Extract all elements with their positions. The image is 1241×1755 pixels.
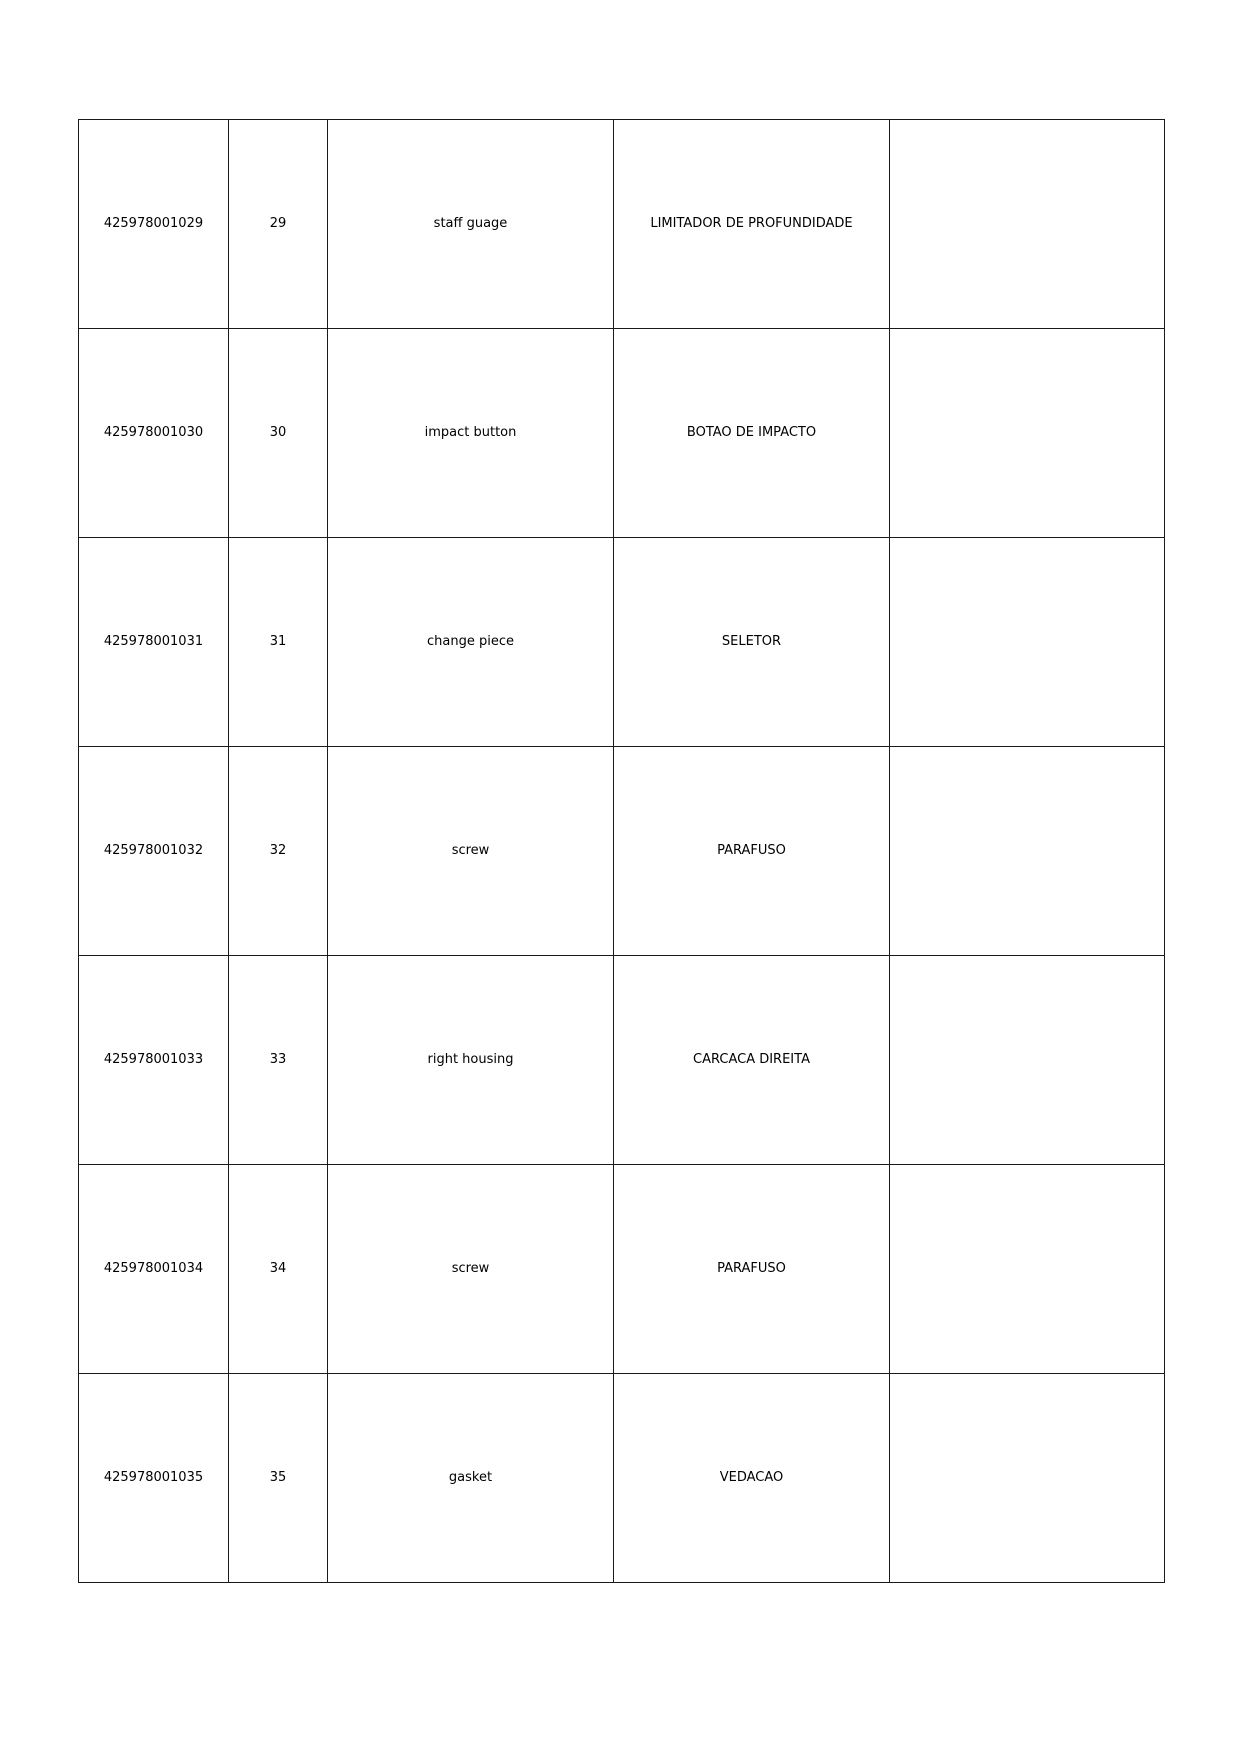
description-pt-cell: BOTAO DE IMPACTO bbox=[614, 329, 890, 538]
table-row bbox=[79, 956, 1165, 1165]
table-row bbox=[79, 120, 1165, 329]
description-pt-cell: SELETOR bbox=[614, 538, 890, 747]
part-code-cell: 425978001032 bbox=[79, 747, 229, 956]
part-code-cell: 425978001030 bbox=[79, 329, 229, 538]
extra-cell bbox=[890, 747, 1165, 956]
position-cell: 35 bbox=[229, 1374, 328, 1583]
description-en-cell: impact button bbox=[328, 329, 614, 538]
part-code-cell: 425978001035 bbox=[79, 1374, 229, 1583]
description-pt-cell: VEDACAO bbox=[614, 1374, 890, 1583]
part-code-cell: 425978001033 bbox=[79, 956, 229, 1165]
description-pt-cell: CARCACA DIREITA bbox=[614, 956, 890, 1165]
description-en-cell: gasket bbox=[328, 1374, 614, 1583]
table-row bbox=[79, 1165, 1165, 1374]
position-cell: 31 bbox=[229, 538, 328, 747]
description-en-cell: screw bbox=[328, 747, 614, 956]
table-row bbox=[79, 538, 1165, 747]
parts-table-body bbox=[79, 120, 1165, 1583]
table-row bbox=[79, 329, 1165, 538]
extra-cell bbox=[890, 956, 1165, 1165]
extra-cell bbox=[890, 1165, 1165, 1374]
description-pt-cell: LIMITADOR DE PROFUNDIDADE bbox=[614, 120, 890, 329]
description-en-cell: right housing bbox=[328, 956, 614, 1165]
position-cell: 32 bbox=[229, 747, 328, 956]
extra-cell bbox=[890, 120, 1165, 329]
description-en-cell: change piece bbox=[328, 538, 614, 747]
part-code-cell: 425978001031 bbox=[79, 538, 229, 747]
position-cell: 33 bbox=[229, 956, 328, 1165]
description-en-cell: screw bbox=[328, 1165, 614, 1374]
description-en-cell: staff guage bbox=[328, 120, 614, 329]
parts-table bbox=[78, 119, 1165, 1583]
table-row bbox=[79, 1374, 1165, 1583]
position-cell: 29 bbox=[229, 120, 328, 329]
position-cell: 30 bbox=[229, 329, 328, 538]
part-code-cell: 425978001029 bbox=[79, 120, 229, 329]
position-cell: 34 bbox=[229, 1165, 328, 1374]
description-pt-cell: PARAFUSO bbox=[614, 1165, 890, 1374]
extra-cell bbox=[890, 1374, 1165, 1583]
table-row bbox=[79, 747, 1165, 956]
extra-cell bbox=[890, 538, 1165, 747]
description-pt-cell: PARAFUSO bbox=[614, 747, 890, 956]
extra-cell bbox=[890, 329, 1165, 538]
part-code-cell: 425978001034 bbox=[79, 1165, 229, 1374]
